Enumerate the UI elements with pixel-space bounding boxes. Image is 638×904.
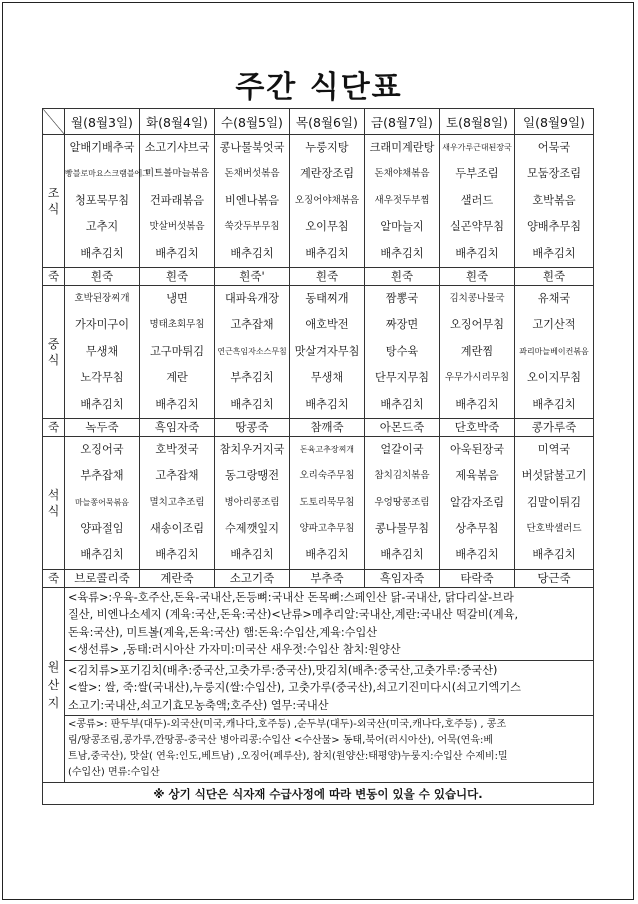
meal-label-char: 석 [47,487,60,502]
menu-item: 새송이조림 [149,522,205,536]
menu-item: 배추김치 [80,246,124,260]
menu-item: 알마늘지 [380,220,424,234]
breakfast-label [43,135,65,268]
origin-line: <김치류>포기김치(배추:중국산,고춧가루:중국산),맛김치(배추:중국산,고춧가루:중국산) [68,663,498,677]
menu-item: 동태찌개 [305,291,349,305]
menu-item: 배추김치 [305,548,349,562]
menu-item: 배추김치 [532,397,576,411]
menu-item: 콩나물무침 [374,522,430,536]
menu-item: 어묵국 [537,141,571,154]
menu-cell [290,436,365,569]
juk-cell: 녹두죽 [65,418,140,436]
menu-item: 고추잡채 [155,469,199,483]
origin-line: 림/땅콩조림,콩가루,깐땅콩-중국산 병아리콩:수입산 <수산물> 동태,북어(러시아산), 어묵(연육:베 [68,735,494,747]
menu-item: 배추김치 [155,397,199,411]
origin-label-char: 산 [47,678,60,693]
menu-item: 실곤약무침 [449,220,505,234]
origin-label [43,587,65,783]
menu-cell [440,135,515,268]
menu-item: 미트볼마늘볶음 [144,168,210,180]
juk-cell: 흰죽 [515,267,594,285]
menu-item: 짜장면 [385,318,419,332]
juk-cell: 흰죽 [65,267,140,285]
menu-item: 냉면 [166,291,188,305]
meal-label-char: 식 [47,201,60,216]
menu-cell [515,285,594,418]
juk-cell: 흰죽 [290,267,365,285]
menu-item: 배추김치 [532,548,576,562]
menu-item: 배추김치 [230,548,274,562]
origin-block-meat [65,587,594,660]
menu-cell [290,135,365,268]
juk-cell: 흰죽' [215,267,290,285]
menu-item: 배추김치 [455,397,499,411]
menu-item: 호박볶음 [532,193,576,207]
menu-cell [515,135,594,268]
menu-item: 맛살겨자무침 [294,344,360,358]
menu-item: 오이지무침 [526,371,582,385]
lunch-row [43,285,594,418]
menu-cell [365,285,440,418]
menu-item: 무생채 [85,344,119,358]
menu-item: 참치김치볶음 [374,470,430,482]
menu-item: 돈채야채볶음 [374,168,430,180]
menu-item: 미역국 [537,442,571,456]
menu-item: 빵블로마요스크램블에그 [65,169,151,179]
meal-label-char: 식 [47,503,60,518]
day-header: 일(8월9일) [515,109,594,135]
menu-cell [65,135,151,268]
menu-item: 돈채버섯볶음 [224,168,280,180]
menu-item: 오징어국 [80,442,124,456]
corner-cell [43,109,65,135]
juk-cell: 부추죽 [290,569,365,587]
juk-cell: 흑임자죽 [140,418,215,436]
menu-cell [365,135,440,268]
menu-item: 배추김치 [380,246,424,260]
menu-item: 병아리콩조림 [224,496,280,508]
origin-label-char: 원 [47,660,60,675]
menu-item: 상추무침 [455,522,499,536]
juk-cell: 타락죽 [440,569,515,587]
menu-item: 마늘쫑어묵볶음 [74,497,130,507]
origin-line: <콩류>: 판두부(대두)-외국산(미국,캐나다,호주등) ,순두부(대두)-외국산(미국,캐나다,호주등) , 콩조 [68,719,507,731]
menu-item: 버섯닭불고기 [521,469,587,483]
menu-item: 쑥갓두부무침 [224,221,280,233]
origin-label-char: 지 [47,696,60,711]
menu-item: 노각무침 [80,371,124,385]
menu-item: 명태초회무침 [149,319,205,331]
origin-line: 트남,중국산), 맛살( 연육:인도,베트남) ,오징어(페루산), 참치(원양산:태평양)누룽지:수입산 수제비:밀 [68,751,508,763]
day-header: 목(8월6일) [290,109,365,135]
juk-label: 죽 [43,267,65,285]
menu-item: 계란 [166,371,188,385]
menu-item: 단무지무침 [374,371,430,385]
meal-label-char: 식 [47,352,60,367]
menu-item: 우엉땅콩조림 [374,496,430,508]
juk-cell: 당근죽 [515,569,594,587]
juk-label: 죽 [43,418,65,436]
menu-cell [140,436,215,569]
menu-item: 아욱된장국 [449,442,505,456]
menu-item: 소고기샤브국 [144,141,210,154]
dinner-juk-row [43,569,594,587]
menu-item: 단호박샐러드 [526,523,582,535]
menu-item: 건파래볶음 [149,193,205,207]
menu-item: 도토리묵무침 [299,496,355,508]
menu-item: 맛살버섯볶음 [149,221,205,233]
menu-item: 고구마튀김 [149,344,205,358]
menu-item: 애호박전 [305,318,349,332]
juk-cell: 흰죽 [440,267,515,285]
juk-label: 죽 [43,569,65,587]
juk-cell: 소고기죽 [215,569,290,587]
origin-line: <육류>:우육-호주산,돈육-국내산,돈등뼈:국내산 돈목뼈:스페인산 닭-국내산, 닭다리살-브라 [68,590,514,604]
day-header: 월(8월3일) [65,109,140,135]
menu-item: 돈육고추장찌개 [299,444,355,454]
menu-cell [440,285,515,418]
notice-row [43,783,594,805]
origin-line: (수입산) 면류:수입산 [68,767,160,779]
menu-item: 배추김치 [230,397,274,411]
origin-block-beans [65,716,594,783]
day-header-row [43,109,594,135]
juk-cell: 참깨죽 [290,418,365,436]
menu-item: 동그랑땡전 [224,469,280,483]
menu-item: 배추김치 [455,246,499,260]
menu-item: 고추잡채 [230,318,274,332]
menu-cell [515,436,594,569]
menu-item: 양파고추무침 [299,523,355,535]
origin-row-3 [43,716,594,783]
menu-cell [215,436,290,569]
day-header: 금(8월7일) [365,109,440,135]
origin-line: <쌀>: 쌀, 죽:쌀(국내산),누룽지(쌀:수입산), 고춧가루(중국산),쇠고기진미다시(쇠고기엑기스 [68,681,521,695]
juk-cell: 흑임자죽 [365,569,440,587]
menu-item: 모둠장조림 [526,167,582,181]
menu-item: 호박된장찌개 [74,292,130,304]
menu-item: 오징어무침 [449,318,505,332]
menu-item: 배추김치 [80,397,124,411]
menu-item: 오이무침 [305,220,349,234]
juk-cell: 계란죽 [140,569,215,587]
juk-cell: 콩가루죽 [515,418,594,436]
menu-cell [290,285,365,418]
menu-item: 두부조림 [455,167,499,181]
day-header: 수(8월5일) [215,109,290,135]
meal-label-char: 중 [47,336,60,351]
menu-item: 배추김치 [155,548,199,562]
menu-item: 호박젓국 [155,442,199,456]
menu-item: 부추김치 [230,371,274,385]
lunch-label [43,285,65,418]
day-header: 토(8월8일) [440,109,515,135]
menu-item: 배추김치 [155,246,199,260]
dinner-row [43,436,594,569]
menu-item: 크래미계란탕 [369,141,435,154]
menu-item: 제육볶음 [455,469,499,483]
juk-cell: 단호박죽 [440,418,515,436]
origin-line: 돈육:국산), 미트볼(계육,돈육:국산) 햄:돈육:수입산,계육:수입산 [68,625,378,639]
menu-item: 오징어야채볶음 [294,194,360,206]
juk-cell: 브로콜리죽 [65,569,140,587]
menu-item: 배추김치 [380,548,424,562]
juk-cell: 아몬드죽 [365,418,440,436]
menu-item: 새우가루근대된장국 [442,143,512,152]
menu-item: 배추김치 [380,397,424,411]
menu-item: 비엔나볶음 [224,193,280,207]
menu-item: 김치콩나물국 [449,292,505,304]
menu-item: 대파육개장 [224,291,280,305]
menu-item: 우무가시리무침 [444,372,510,384]
menu-item: 부추잡채 [80,469,124,483]
menu-item: 알배기배추국 [69,141,135,154]
menu-item: 얼갈이국 [380,442,424,456]
menu-cell [215,285,290,418]
menu-item: 계란찜 [460,344,494,358]
menu-item: 샐러드 [460,193,494,207]
menu-item: 배추김치 [305,397,349,411]
menu-item: 배추김치 [80,548,124,562]
menu-item: 고기산적 [532,318,576,332]
menu-item: 멸치고추조림 [149,496,205,508]
menu-cell [65,436,140,569]
juk-cell: 흰죽 [365,267,440,285]
day-header: 화(8월4일) [140,109,215,135]
meal-label-char: 조 [47,185,60,200]
menu-item: 연근흑임자소스무침 [217,346,287,356]
menu-item: 수제깻잎지 [224,522,280,536]
menu-cell [140,135,215,268]
menu-item: 김말이튀김 [526,495,582,509]
juk-cell: 흰죽 [140,267,215,285]
menu-item: 꽈리마늘베이컨볶음 [519,346,589,356]
menu-item: 누룽지탕 [305,141,349,154]
origin-row-1 [43,587,594,660]
menu-item: 탕수육 [385,344,419,358]
menu-item: 배추김치 [532,246,576,260]
origin-row-2 [43,660,594,716]
menu-item: 무생채 [310,371,344,385]
menu-item: 유채국 [537,291,571,305]
menu-cell [365,436,440,569]
menu-item: 계란장조림 [299,167,355,181]
menu-cell [215,135,290,268]
menu-item: 배추김치 [455,548,499,562]
menu-item: 배추김치 [230,246,274,260]
juk-cell: 땅콩죽 [215,418,290,436]
menu-item: 새우젓두부찜 [374,194,430,206]
menu-cell [65,285,140,418]
menu-item: 가자미구이 [74,318,130,332]
origin-line: <생선류> ,동태:러시아산 가자미:미국산 새우젓:수입산 참치:원양산 [68,643,401,657]
menu-item: 콩나물북엇국 [219,141,285,154]
menu-item: 양파절임 [80,522,124,536]
page-title: 주간 식단표 [235,70,403,105]
menu-item: 오리숙주무침 [299,470,355,482]
menu-item: 알감자조림 [449,495,505,509]
origin-block-kimchi [65,660,594,716]
menu-item: 고추지 [85,220,119,234]
menu-item: 양배추무침 [526,220,582,234]
origin-line: 질산, 비엔나소세지 (계육:국산,돈육:국산)<난류>메추리알:국내산,계란:국내산 떡갈비(계육, [68,608,519,622]
dinner-label [43,436,65,569]
weekly-menu-table [42,108,594,805]
menu-item: 배추김치 [305,246,349,260]
breakfast-juk-row [43,267,594,285]
menu-cell [440,436,515,569]
menu-item: 청포묵무침 [74,193,130,207]
origin-line: 소고기:국내산,쇠고기효모농축액;호주산) 열무:국내산 [68,698,329,712]
menu-item: 짬뽕국 [385,291,419,305]
lunch-juk-row [43,418,594,436]
menu-item: 참치우거지국 [219,442,285,456]
menu-cell [140,285,215,418]
breakfast-row [43,135,594,268]
notice-text: ※ 상기 식단은 식자재 수급사정에 따라 변동이 있을 수 있습니다. [43,783,594,805]
